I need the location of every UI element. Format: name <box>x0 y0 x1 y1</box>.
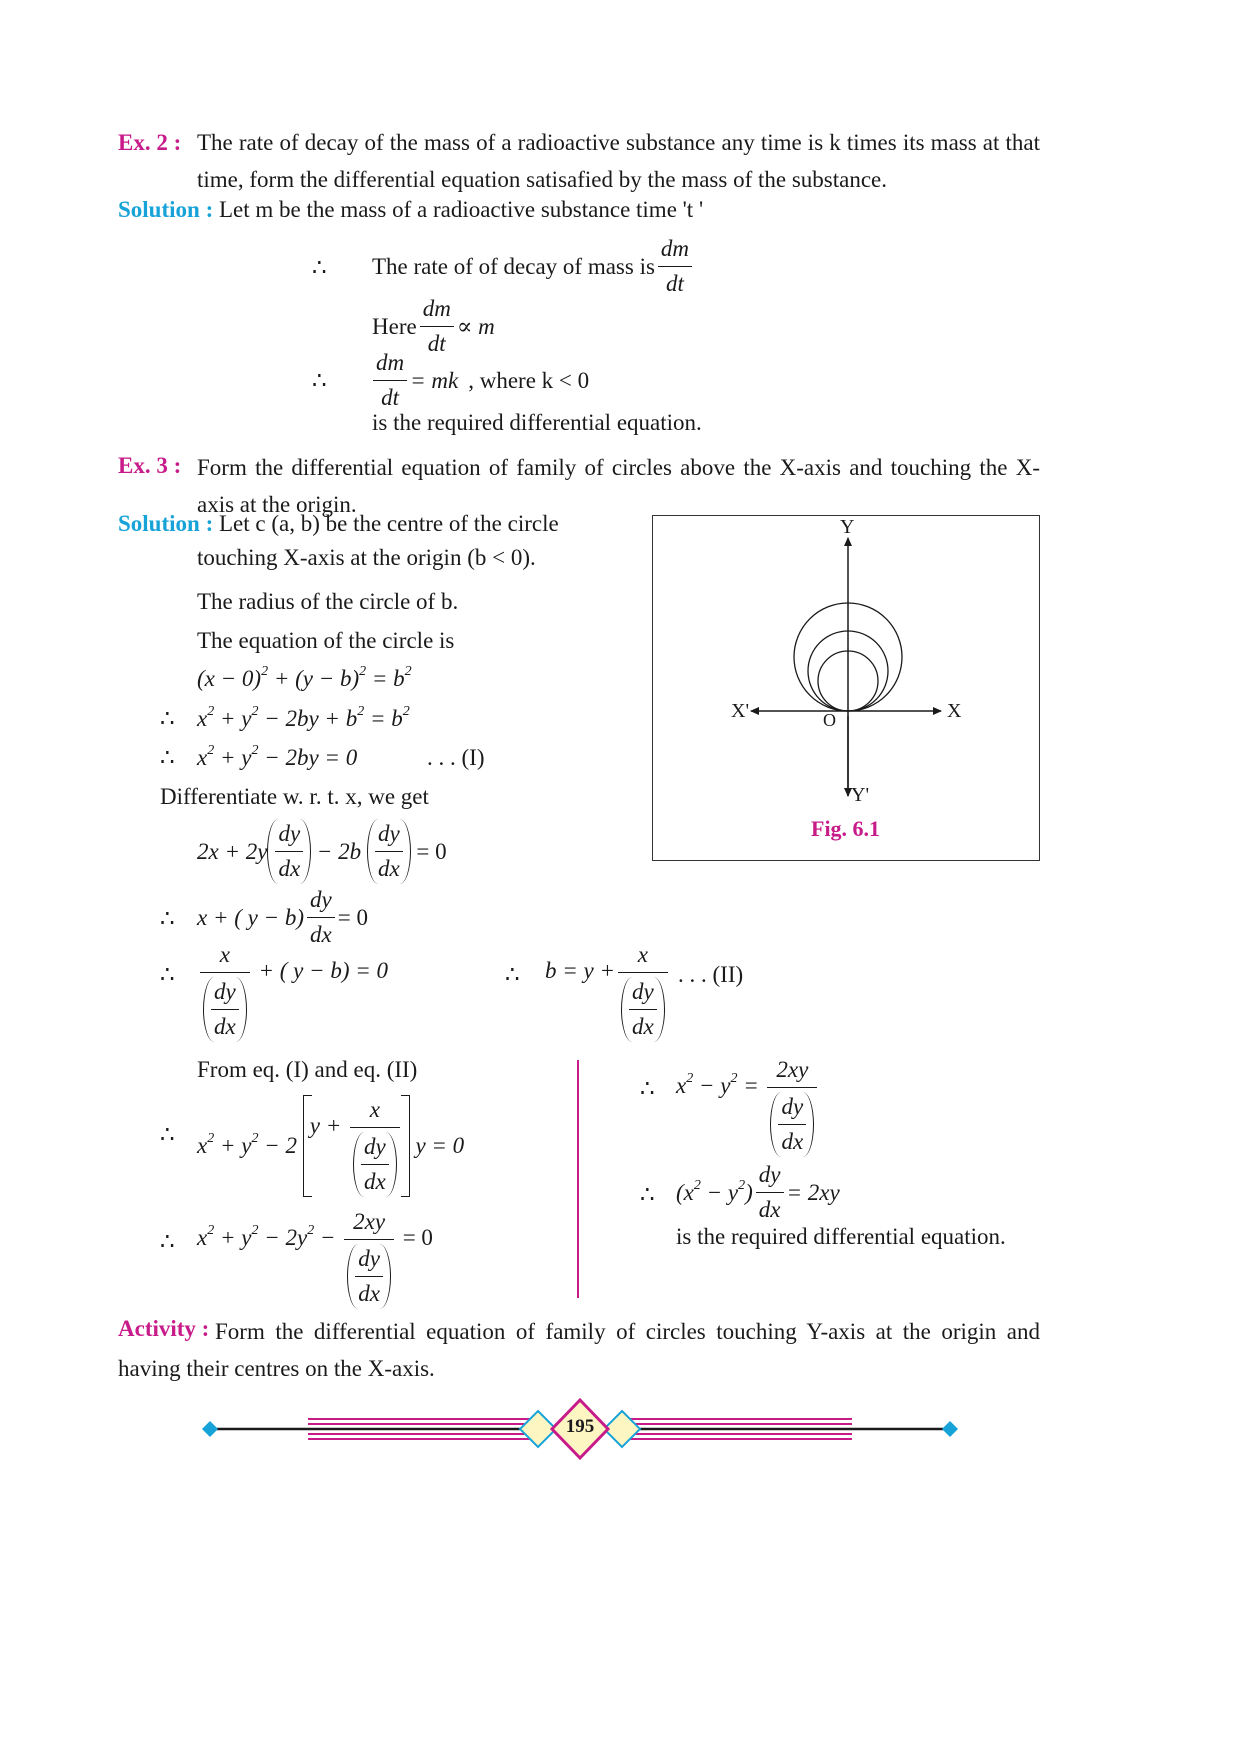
x-over-dydx <box>350 1095 400 1197</box>
therefore-sign: ∴ <box>505 962 520 987</box>
frac-num: x <box>200 940 250 973</box>
ex3-label-text: Ex. 3 : <box>118 453 182 478</box>
dm-dt-fraction <box>373 348 407 413</box>
frac-num: 2xy <box>767 1055 817 1088</box>
column-divider <box>577 1060 579 1298</box>
dy-dx-fraction <box>211 977 239 1042</box>
frac-den: dx <box>377 856 400 881</box>
substituted-equation: $x^2 + y^2 - 2$ y + $\frac{x}{\frac{dy}{dx}}$ y = 0 <box>197 1095 464 1197</box>
ex2-required: is the required differential equation. <box>372 410 702 435</box>
dy-dx-fraction <box>275 819 303 884</box>
ex2-solution <box>118 197 703 223</box>
paren <box>203 977 247 1042</box>
therefore-sign: ∴ <box>640 1182 655 1207</box>
final-fraction-equation: $x^2 - y^2$ = $\frac{2xy}{\frac{dy}{dx}}$ <box>676 1055 820 1157</box>
dy-dx-fraction <box>629 977 657 1042</box>
frac-den: dt <box>427 331 446 356</box>
ex3-required: is the required differential equation. <box>676 1224 1006 1249</box>
frac-num: dy <box>361 1132 389 1165</box>
ex2-eq-mk: = mk <box>410 367 459 393</box>
ex3-equation-is: The equation of the circle is <box>197 628 455 653</box>
paren <box>367 819 411 884</box>
therefore-sign: ∴ <box>160 745 175 770</box>
page-number: 195 <box>565 1416 595 1437</box>
frac-num: dm <box>658 234 692 267</box>
frac-num: 2xy <box>344 1207 394 1240</box>
frac-num: dy <box>629 977 657 1010</box>
origin-label: O <box>823 710 836 730</box>
equation-I: $x^2 + y^2 - 2by = 0$ <box>197 743 358 770</box>
axis-label-x-neg: X' <box>731 700 750 722</box>
frac-num: dy <box>355 1244 383 1277</box>
frac-num: dy <box>778 1092 806 1125</box>
dy-dx-fraction <box>355 1244 383 1309</box>
2xy-over-dydx <box>767 1055 817 1157</box>
axis-label-x: X <box>947 700 962 722</box>
ex3-label <box>118 453 181 479</box>
frac-num: dy <box>375 819 403 852</box>
eq-tag-II: . . . (II) <box>678 962 744 987</box>
ex3-solution <box>118 511 559 537</box>
expanded-equation: $x^2 + y^2 - 2by + b^2 = b^2$ <box>197 704 410 731</box>
frac-num: dy <box>275 819 303 852</box>
ex3-radius: The radius of the circle of b. <box>197 589 459 614</box>
ex2-solution-text: Let m be the mass of a radioactive substance time 't ' <box>218 197 704 222</box>
ex3-from-eq: From eq. (I) and eq. (II) <box>197 1057 418 1082</box>
therefore-sign: ∴ <box>160 706 175 731</box>
therefore-sign: ∴ <box>160 906 175 931</box>
paren <box>347 1244 391 1309</box>
b-expression: b = y + $\frac{x}{\frac{dy}{dx}}$ <box>545 940 671 1042</box>
circles-diagram <box>653 516 1039 860</box>
paren <box>353 1132 397 1197</box>
therefore-sign: ∴ <box>160 1229 175 1254</box>
frac-num: x <box>350 1095 400 1128</box>
axis-label-y-neg: Y' <box>851 784 870 806</box>
therefore-sign: ∴ <box>312 368 327 393</box>
ex3-problem-text: Form the differential equation of family of circles above the X-axis and touching the X-axis at the origin. <box>197 455 1040 517</box>
ex3-differentiate: Differentiate w. r. t. x, we get <box>160 784 429 809</box>
dy-dx-fraction <box>375 819 403 884</box>
ex3-sol-line2: touching X-axis at the origin (b < 0). <box>197 545 536 570</box>
eq-tag-I: . . . (I) <box>427 745 485 770</box>
x-over-derivative-line: $\frac{x}{\frac{dy}{dx}}$ + ( y − b) = 0 <box>197 940 388 1042</box>
figure-6-1 <box>652 515 1040 861</box>
ex2-equation-line <box>370 348 589 413</box>
frac-den: dx <box>758 1197 781 1222</box>
dy-dx-fraction <box>361 1132 389 1197</box>
paren <box>267 819 311 884</box>
ex2-here: Here <box>372 313 417 339</box>
page-footer <box>200 1396 960 1462</box>
figure-caption: Fig. 6.1 <box>811 816 881 841</box>
therefore-sign: ∴ <box>640 1076 655 1101</box>
paren <box>621 977 665 1042</box>
axis-label-y: Y <box>840 516 855 538</box>
bracket: y + $\frac{x}{\frac{dy}{dx}}$ <box>303 1095 410 1197</box>
frac-num: dy <box>756 1160 784 1193</box>
activity-text: Form the differential equation of family of circles touching Y-axis at the origin and having their centres on the X-axis. <box>118 1319 1040 1381</box>
frac-num: dy <box>307 885 335 918</box>
2xy-over-dydx <box>344 1207 394 1309</box>
simplified-derivative: x + ( y − b) $\frac{dy}{dx}$ = 0 <box>197 885 368 950</box>
ex2-problem-text: The rate of decay of the mass of a radioactive substance any time is k times its mass at that time, form the differential equation satisafied by the mass of the substance. <box>197 130 1040 192</box>
frac-den: dx <box>363 1169 386 1194</box>
frac-den: dx <box>781 1129 804 1154</box>
frac-num: dy <box>211 977 239 1010</box>
x-over-dydx <box>618 940 668 1042</box>
therefore-sign: ∴ <box>160 1122 175 1147</box>
reduced-equation: $x^2 + y^2 - 2y^2$ − $\frac{2xy}{\frac{dy}{dx}}$ = 0 <box>197 1207 433 1309</box>
ex2-rate-text: The rate of of decay of mass is <box>372 253 655 279</box>
dm-dt-fraction <box>658 234 692 299</box>
ex2-solution-label: Solution : <box>118 197 214 222</box>
frac-den: dx <box>358 1281 380 1306</box>
ex3-sol-line1: Let c (a, b) be the centre of the circle <box>218 511 559 536</box>
ex2-label: Ex. 2 : <box>118 130 182 155</box>
frac-den: dt <box>666 271 684 296</box>
ex2-proportional: ∝ m <box>456 313 495 339</box>
frac-num: x <box>618 940 668 973</box>
final-differential-equation: $(x^2 - y^2)$ $\frac{dy}{dx}$ = 2xy <box>676 1160 840 1225</box>
activity-label-text: Activity : <box>118 1316 210 1341</box>
therefore-sign: ∴ <box>160 962 175 987</box>
therefore-sign: ∴ <box>312 255 327 280</box>
frac-den: dx <box>214 1014 236 1039</box>
paren <box>770 1092 814 1157</box>
dy-dx-fraction <box>756 1160 784 1225</box>
frac-den: dx <box>310 922 332 947</box>
ex3-solution-label: Solution : <box>118 511 214 536</box>
frac-num: dm <box>373 348 407 381</box>
x-over-dydx <box>200 940 250 1042</box>
ex2-where: , where k < 0 <box>468 367 590 393</box>
frac-den: dt <box>381 385 399 410</box>
frac-den: dx <box>632 1014 654 1039</box>
frac-den: dx <box>278 856 301 881</box>
circle-equation: $(x - 0)^2 + (y - b)^2 = b^2$ <box>197 664 412 691</box>
ex2-rate-line <box>372 234 695 299</box>
derivative-equation: 2x + 2y $\frac{dy}{dx}$ − 2b $\frac{dy}{dx}$ = 0 <box>197 819 447 884</box>
frac-num: dm <box>420 294 454 327</box>
dy-dx-fraction <box>778 1092 806 1157</box>
